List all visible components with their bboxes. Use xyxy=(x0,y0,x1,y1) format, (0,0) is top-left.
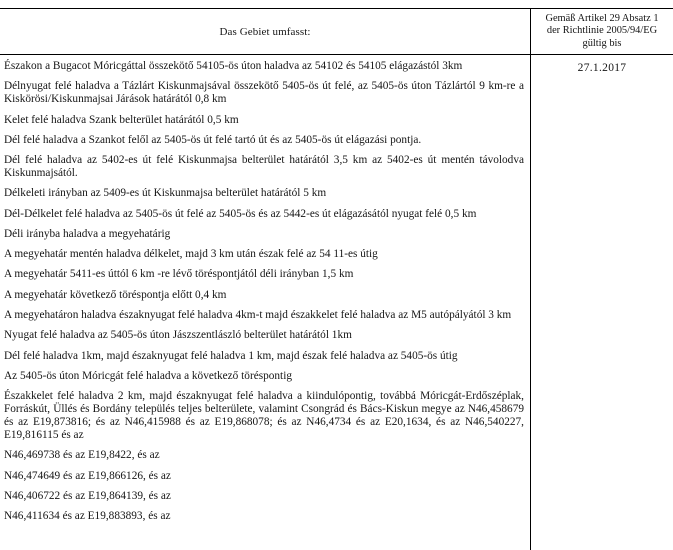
area-paragraph: A megyehatáron haladva északnyugat felé haladva 4km-t majd északkelet felé haladva az M5 autópályától 3 km xyxy=(4,309,512,322)
table-body-row xyxy=(0,55,673,550)
area-paragraph: Dél felé haladva az 5402-es út felé Kiskunmajsa belterület határától 3,5 km az 5402-es út mentén távolodva Kiskunmajsától. xyxy=(4,154,524,179)
area-description-cell xyxy=(0,55,530,550)
area-paragraph: A megyehatár következő töréspontja előtt 0,4 km xyxy=(4,288,227,301)
area-header-label: Das Gebiet umfasst: xyxy=(219,25,311,38)
area-paragraph: Déli irányba haladva a megyehatárig xyxy=(4,227,171,240)
area-validity-table xyxy=(0,8,673,550)
validity-header-line-2: der Richtlinie 2005/94/EG xyxy=(546,25,658,37)
area-paragraph: Északkelet felé haladva 2 km, majd északnyugat felé haladva a kiindulópontig, továbbá Móricgát-Erdőszéplak, Forráskút, Üllés és Bordány település teljes belterülete, valamint Csongrád és Bács-Kiskun megye az N46,458679 és az E19,873816; és az N46,415988 és az E19,868078; és az N46,4734 és az E20,1634, és az N46,540227, E19,816115 és az xyxy=(4,390,524,441)
area-paragraph: N46,411634 és az E19,883893, és az xyxy=(4,510,171,523)
area-paragraph: Délnyugat felé haladva a Tázlárt Kiskunmajsával összekötő 5405-ös út felé, az 5405-ös úton Tázlártól 9 km-re a Kiskörösi/Kiskunmajsai Járások határától 0,8 km xyxy=(4,80,524,106)
area-paragraph: Dél-Délkelet felé haladva az 5405-ös út felé az 5405-ös és az 5442-es út elágazásától nyugat felé 0,5 km xyxy=(4,207,477,220)
area-paragraph: A megyehatár 5411-es úttól 6 km -re lévő töréspontjától déli irányban 1,5 km xyxy=(4,268,354,281)
area-paragraph: Kelet felé haladva Szank belterület határától 0,5 km xyxy=(4,113,239,126)
area-paragraph: Északon a Bugacot Móricgáttal összekötő 54105-ös úton haladva az 54102 és 54105 elágazástól 3km xyxy=(4,60,463,72)
area-paragraph: N46,474649 és az E19,866126, és az xyxy=(4,469,171,482)
column-header-validity xyxy=(530,9,673,54)
validity-date: 27.1.2017 xyxy=(577,62,627,74)
area-paragraph: N46,469738 és az E19,8422, és az xyxy=(4,449,160,462)
table-header-row xyxy=(0,9,673,55)
area-paragraph: Dél felé haladva 1km, majd északnyugat felé haladva 1 km, majd észak felé haladva az 5405-ös útig xyxy=(4,349,458,362)
column-header-area xyxy=(0,9,530,54)
area-paragraph: Délkeleti irányban az 5409-es út Kiskunmajsa belterület határától 5 km xyxy=(4,187,327,200)
area-paragraph: N46,406722 és az E19,864139, és az xyxy=(4,489,171,502)
area-paragraph: Nyugat felé haladva az 5405-ös úton Jászszentlászló belterület határától 1km xyxy=(4,329,352,342)
area-paragraph: A megyehatár mentén haladva délkelet, majd 3 km után észak felé az 54 11-es útig xyxy=(4,248,378,261)
area-paragraph: Az 5405-ös úton Móricgát felé haladva a következő töréspontig xyxy=(4,369,292,382)
validity-date-cell xyxy=(530,55,673,550)
validity-header-line-3: gültig bis xyxy=(582,37,622,49)
validity-header-line-1: Gemäß Artikel 29 Absatz 1 xyxy=(545,12,659,24)
area-paragraph: Dél felé haladva a Szankot felől az 5405-ös út felé tartó út és az 5405-ös út elágazási pontja. xyxy=(4,133,422,146)
